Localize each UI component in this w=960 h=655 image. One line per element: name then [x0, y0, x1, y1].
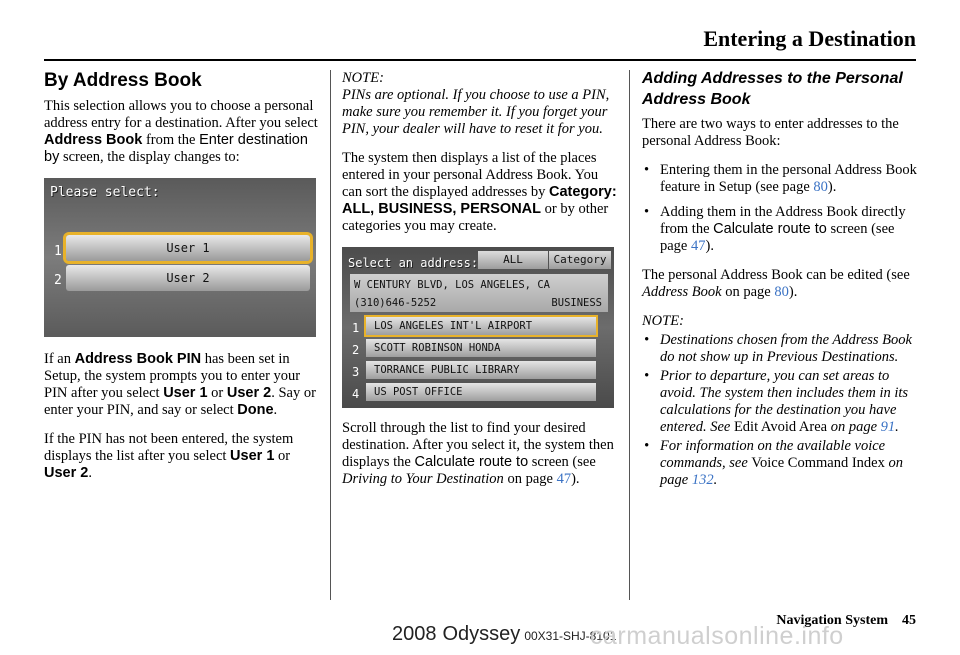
page-link[interactable]: 80 — [813, 179, 828, 195]
header-rule — [44, 59, 916, 61]
column-divider-2 — [629, 70, 630, 600]
column-1 — [44, 66, 319, 494]
row-number: 4 — [352, 387, 360, 401]
address-list-screen — [342, 247, 614, 408]
list-paragraph: The system then displays a list of the places entered in your personal Address Book. You can sort the displayed addresses by Category: ALL, BUSINESS, PERSONAL or by other categories you may create. — [342, 150, 617, 234]
note-label: NOTE: — [642, 313, 684, 329]
page-link[interactable]: 80 — [774, 284, 789, 300]
notes-list — [642, 332, 917, 489]
row-number: 3 — [352, 365, 360, 379]
item-number: 2 — [54, 273, 62, 288]
page-link[interactable]: 47 — [556, 471, 572, 487]
footer-model-line: 2008 Odyssey 00X31-SHJ-8101 — [392, 623, 617, 645]
list-item: • Entering them in the personal Address Book feature in Setup (see page 80). — [642, 162, 917, 196]
page-link[interactable]: 47 — [691, 238, 706, 254]
column-2 — [342, 66, 620, 500]
screen-title: Please select: — [50, 185, 160, 200]
page-link[interactable]: 132 — [691, 472, 714, 488]
list-item: • Adding them in the Address Book directly from the Calculate route to screen (see page 47). — [642, 204, 917, 255]
page-header-title: Entering a Destination — [703, 26, 916, 51]
page-link[interactable]: 91 — [880, 419, 896, 435]
ways-paragraph: There are two ways to enter addresses to the personal Address Book: — [642, 116, 899, 149]
list-item: • For information on the available voice commands, see Voice Command Index on page 132. — [642, 438, 917, 489]
user-select-screen — [44, 178, 316, 337]
phone-number: (310)646-5252 — [354, 297, 437, 309]
section-heading: By Address Book — [44, 70, 202, 91]
user-1-button[interactable]: User 1 — [66, 235, 310, 261]
watermark: carmanualsonline.info — [590, 622, 844, 650]
item-number: 1 — [54, 244, 62, 259]
list-item: • Prior to departure, you can set areas to avoid. The system then includes them in its calculations for the destination you have entered. See Edit Avoid Area on page 91. — [642, 368, 917, 436]
pin-note: NOTE: PINs are optional. If you choose to use a PIN, make sure you remember it. If you forget your PIN, your dealer will have to reset it for you. — [342, 70, 610, 137]
pin-paragraph: If an Address Book PIN has been set in Setup, the system prompts you to enter your PIN after you select User 1 or User 2. Say or enter your PIN, and say or select Done. — [44, 351, 316, 418]
screen-title: Select an address: — [348, 256, 479, 270]
address-row[interactable]: SCOTT ROBINSON HONDA — [366, 339, 596, 357]
row-number: 2 — [352, 343, 360, 357]
subsection-heading: Adding Addresses to the Personal Address Book — [642, 70, 903, 108]
tab-all[interactable]: ALL — [478, 251, 548, 269]
list-item: • Destinations chosen from the Address Book do not show up in Previous Destinations. — [642, 332, 917, 366]
address-line: W CENTURY BLVD, LOS ANGELES, CA — [354, 279, 550, 291]
address-type: BUSINESS — [551, 297, 602, 309]
column-3 — [642, 66, 917, 501]
column-divider-1 — [330, 70, 331, 600]
ways-list — [642, 162, 917, 255]
no-pin-paragraph: If the PIN has not been entered, the system displays the list after you select User 1 or User 2. — [44, 431, 294, 481]
edit-paragraph: The personal Address Book can be edited (see Address Book on page 80). — [642, 267, 910, 300]
address-row[interactable]: LOS ANGELES INT'L AIRPORT — [366, 317, 596, 335]
row-number: 1 — [352, 321, 360, 335]
user-2-button[interactable]: User 2 — [66, 265, 310, 291]
scroll-paragraph: Scroll through the list to find your desired destination. After you select it, the system then displays the Calculate route to screen (see Driving to Your Destination on page 47). — [342, 420, 614, 487]
footer-section: Navigation System 45 — [776, 613, 916, 628]
tab-category[interactable]: Category — [549, 251, 611, 269]
address-row[interactable]: US POST OFFICE — [366, 383, 596, 401]
intro-paragraph: This selection allows you to choose a personal address entry for a destination. After you select Address Book from the Enter destination by screen, the display changes to: — [44, 98, 318, 165]
address-row[interactable]: TORRANCE PUBLIC LIBRARY — [366, 361, 596, 379]
address-info-panel — [350, 274, 608, 312]
page-number: 45 — [902, 613, 916, 628]
